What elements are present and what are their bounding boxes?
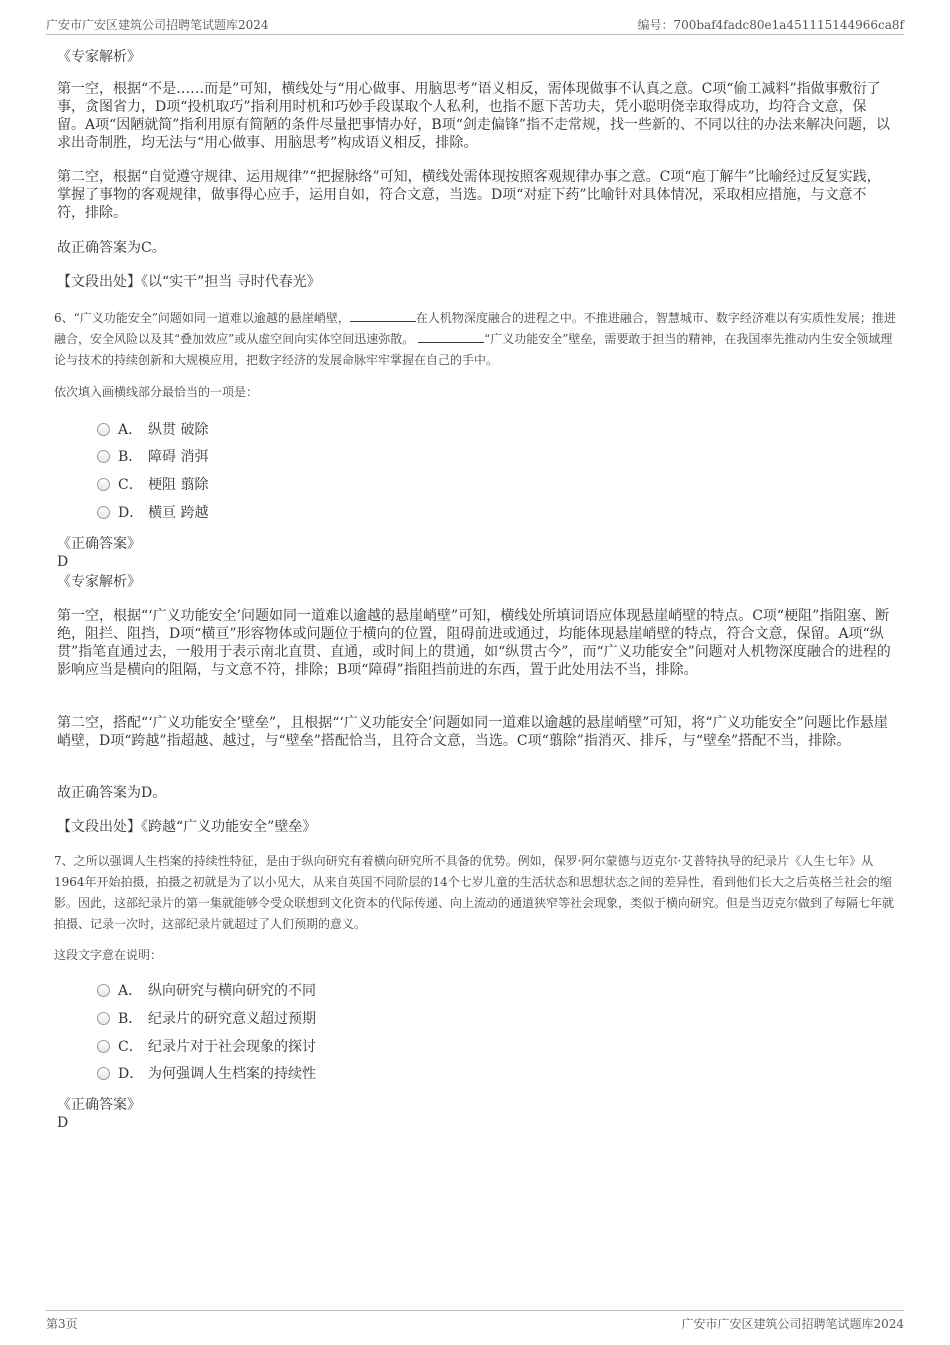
q7-answer-label: 《正确答案》 <box>57 1097 141 1113</box>
q5-answer: 故正确答案为C。 <box>57 240 166 256</box>
q6-answer: D <box>57 554 69 570</box>
q6-source: 【文段出处】《跨越“广义功能安全”壁垒》 <box>57 819 317 835</box>
q7-option-a[interactable]: A． 纵向研究与横向研究的不同 <box>97 981 316 1001</box>
radio-icon[interactable] <box>97 423 110 436</box>
q5-analysis-para2: 第二空，根据“自觉遵守规律、运用规律”“把握脉络”可知，横线处需体现按照客观规律办事之意。C项“庖丁解牛”比喻经过反复实践，掌握了事物的客观规律，做事得心应手，运用自如，符合文意，当选。D项“对症下药”比喻针对具体情况，采取相应措施，与文意不符，排除。 <box>57 169 881 221</box>
q6-option-a[interactable]: A． 纵贯 破除 <box>97 420 208 440</box>
radio-icon[interactable] <box>97 1067 110 1080</box>
radio-icon[interactable] <box>97 1012 110 1025</box>
q6-conclusion: 故正确答案为D。 <box>57 785 167 801</box>
q7-option-b[interactable]: B． 纪录片的研究意义超过预期 <box>97 1009 316 1029</box>
radio-icon[interactable] <box>97 450 110 463</box>
q7-option-c[interactable]: C． 纪录片对于社会现象的探讨 <box>97 1037 316 1057</box>
q6-blank-1 <box>350 308 416 322</box>
q6-analysis-para1: 第一空，根据“‘广义功能安全’问题如同一道难以逾越的悬崖峭壁”可知，横线处所填词语应体现悬崖峭壁的特点。C项“梗阻”指阻塞、断绝，阻拦、阻挡，D项“横亘”形容物体或问题位于横向的位置，阻碍前进或通过，均能体现悬崖峭壁的特点，符合文意，保留。A项“纵贯”指笔直通过去，一般用于表示南北直贯、直通，或时间上的贯通，如“纵贯古今”，而“广义功能安全”问题对人机物深度融合的进程的影响应当是横向的阻隔，与文意不符，排除；B项“障碍”指阻挡前进的东西，置于此处用法不当，排除。 <box>57 608 891 678</box>
q7-answer: D <box>57 1115 69 1131</box>
q6-option-b[interactable]: B． 障碍 消弭 <box>97 447 208 467</box>
radio-icon[interactable] <box>97 1040 110 1053</box>
q5-analysis-para1: 第一空，根据“不是……而是”可知，横线处与“用心做事、用脑思考”语义相反，需体现做事不认真之意。C项“偷工减料”指做事敷衍了事，贪图省力，D项“投机取巧”指利用时机和巧妙手段谋取个人私利，也指不愿下苦功夫，凭小聪明侥幸取得成功，均符合文意，保留。A项“因陋就简”指利用原有简陋的条件尽量把事情办好，B项“剑走偏锋”指不走常规，找一些新的、不同以往的办法来解决问题，以求出奇制胜，均无法与“用心做事、用脑思考”构成语义相反，排除。 <box>57 81 891 151</box>
radio-icon[interactable] <box>97 506 110 519</box>
q6-expert-label: 《专家解析》 <box>57 574 141 590</box>
page-number: 第3页 <box>46 1317 78 1331</box>
radio-icon[interactable] <box>97 984 110 997</box>
q7-prompt: 这段文字意在说明： <box>54 948 163 962</box>
q7-stem: 7、之所以强调人生档案的持续性特征，是由于纵向研究有着横向研究所不具备的优势。例如，保罗·阿尔蒙德与迈克尔·艾普特执导的纪录片《人生七年》从1964年开始拍摄，拍摄之初就是为了以小见大，从来自英国不同阶层的14个七岁儿童的生活状态和思想状态之间的差异性，看到他们长大之后英格兰社会的缩影。因此，这部纪录片的第一集就能够令受众联想到文化资本的代际传递、向上流动的通道狭窄等社会现象，类似于横向研究。但是当迈克尔做到了每隔七年就拍摄、记录一次时，这部纪录片就超过了人们预期的意义。 <box>54 854 895 931</box>
page-footer <box>46 1310 904 1333</box>
q7-option-d[interactable]: D． 为何强调人生档案的持续性 <box>97 1064 316 1084</box>
page-header <box>46 14 904 35</box>
q6-option-c[interactable]: C． 梗阻 翦除 <box>97 475 208 495</box>
q6-answer-label: 《正确答案》 <box>57 536 141 552</box>
q6-blank-2 <box>418 329 484 343</box>
q6-prompt: 依次填入画横线部分最恰当的一项是： <box>54 385 259 399</box>
header-serial: 编号：700baf4fadc80e1a451115144966ca8f <box>637 18 904 32</box>
q5-source: 【文段出处】《以“实干”担当 寻时代春光》 <box>57 274 321 290</box>
q6-option-d[interactable]: D． 横亘 跨越 <box>97 503 208 523</box>
footer-title: 广安市广安区建筑公司招聘笔试题库2024 <box>681 1317 904 1331</box>
q5-expert-label: 《专家解析》 <box>57 49 141 65</box>
q6-stem: 6、“广义功能安全”问题如同一道难以逾越的悬崖峭壁， 在人机物深度融合的进程之中。不推进融合，智慧城市、数字经济难以有实质性发展；推进融合，安全风险以及其“叠加效应”或从虚空间向实体空间迅速弥散。 “广义功能安全”壁垒，需要敢于担当的精神，在我国率先推动内生安全领域理论与技术的持续创新和大规模应用，把数字经济的发展命脉牢牢掌握在自己的手中。 <box>54 308 897 371</box>
header-title: 广安市广安区建筑公司招聘笔试题库2024 <box>46 18 269 32</box>
radio-icon[interactable] <box>97 478 110 491</box>
q6-analysis-para2: 第二空，搭配“‘广义功能安全’壁垒”，且根据“‘广义功能安全’问题如同一道难以逾越的悬崖峭壁”可知，将“广义功能安全”问题比作悬崖峭壁，D项“跨越”指超越、越过，与“壁垒”搭配恰当，且符合文意，当选。C项“翦除”指消灭、排斥，与“壁垒”搭配不当，排除。 <box>57 715 888 749</box>
